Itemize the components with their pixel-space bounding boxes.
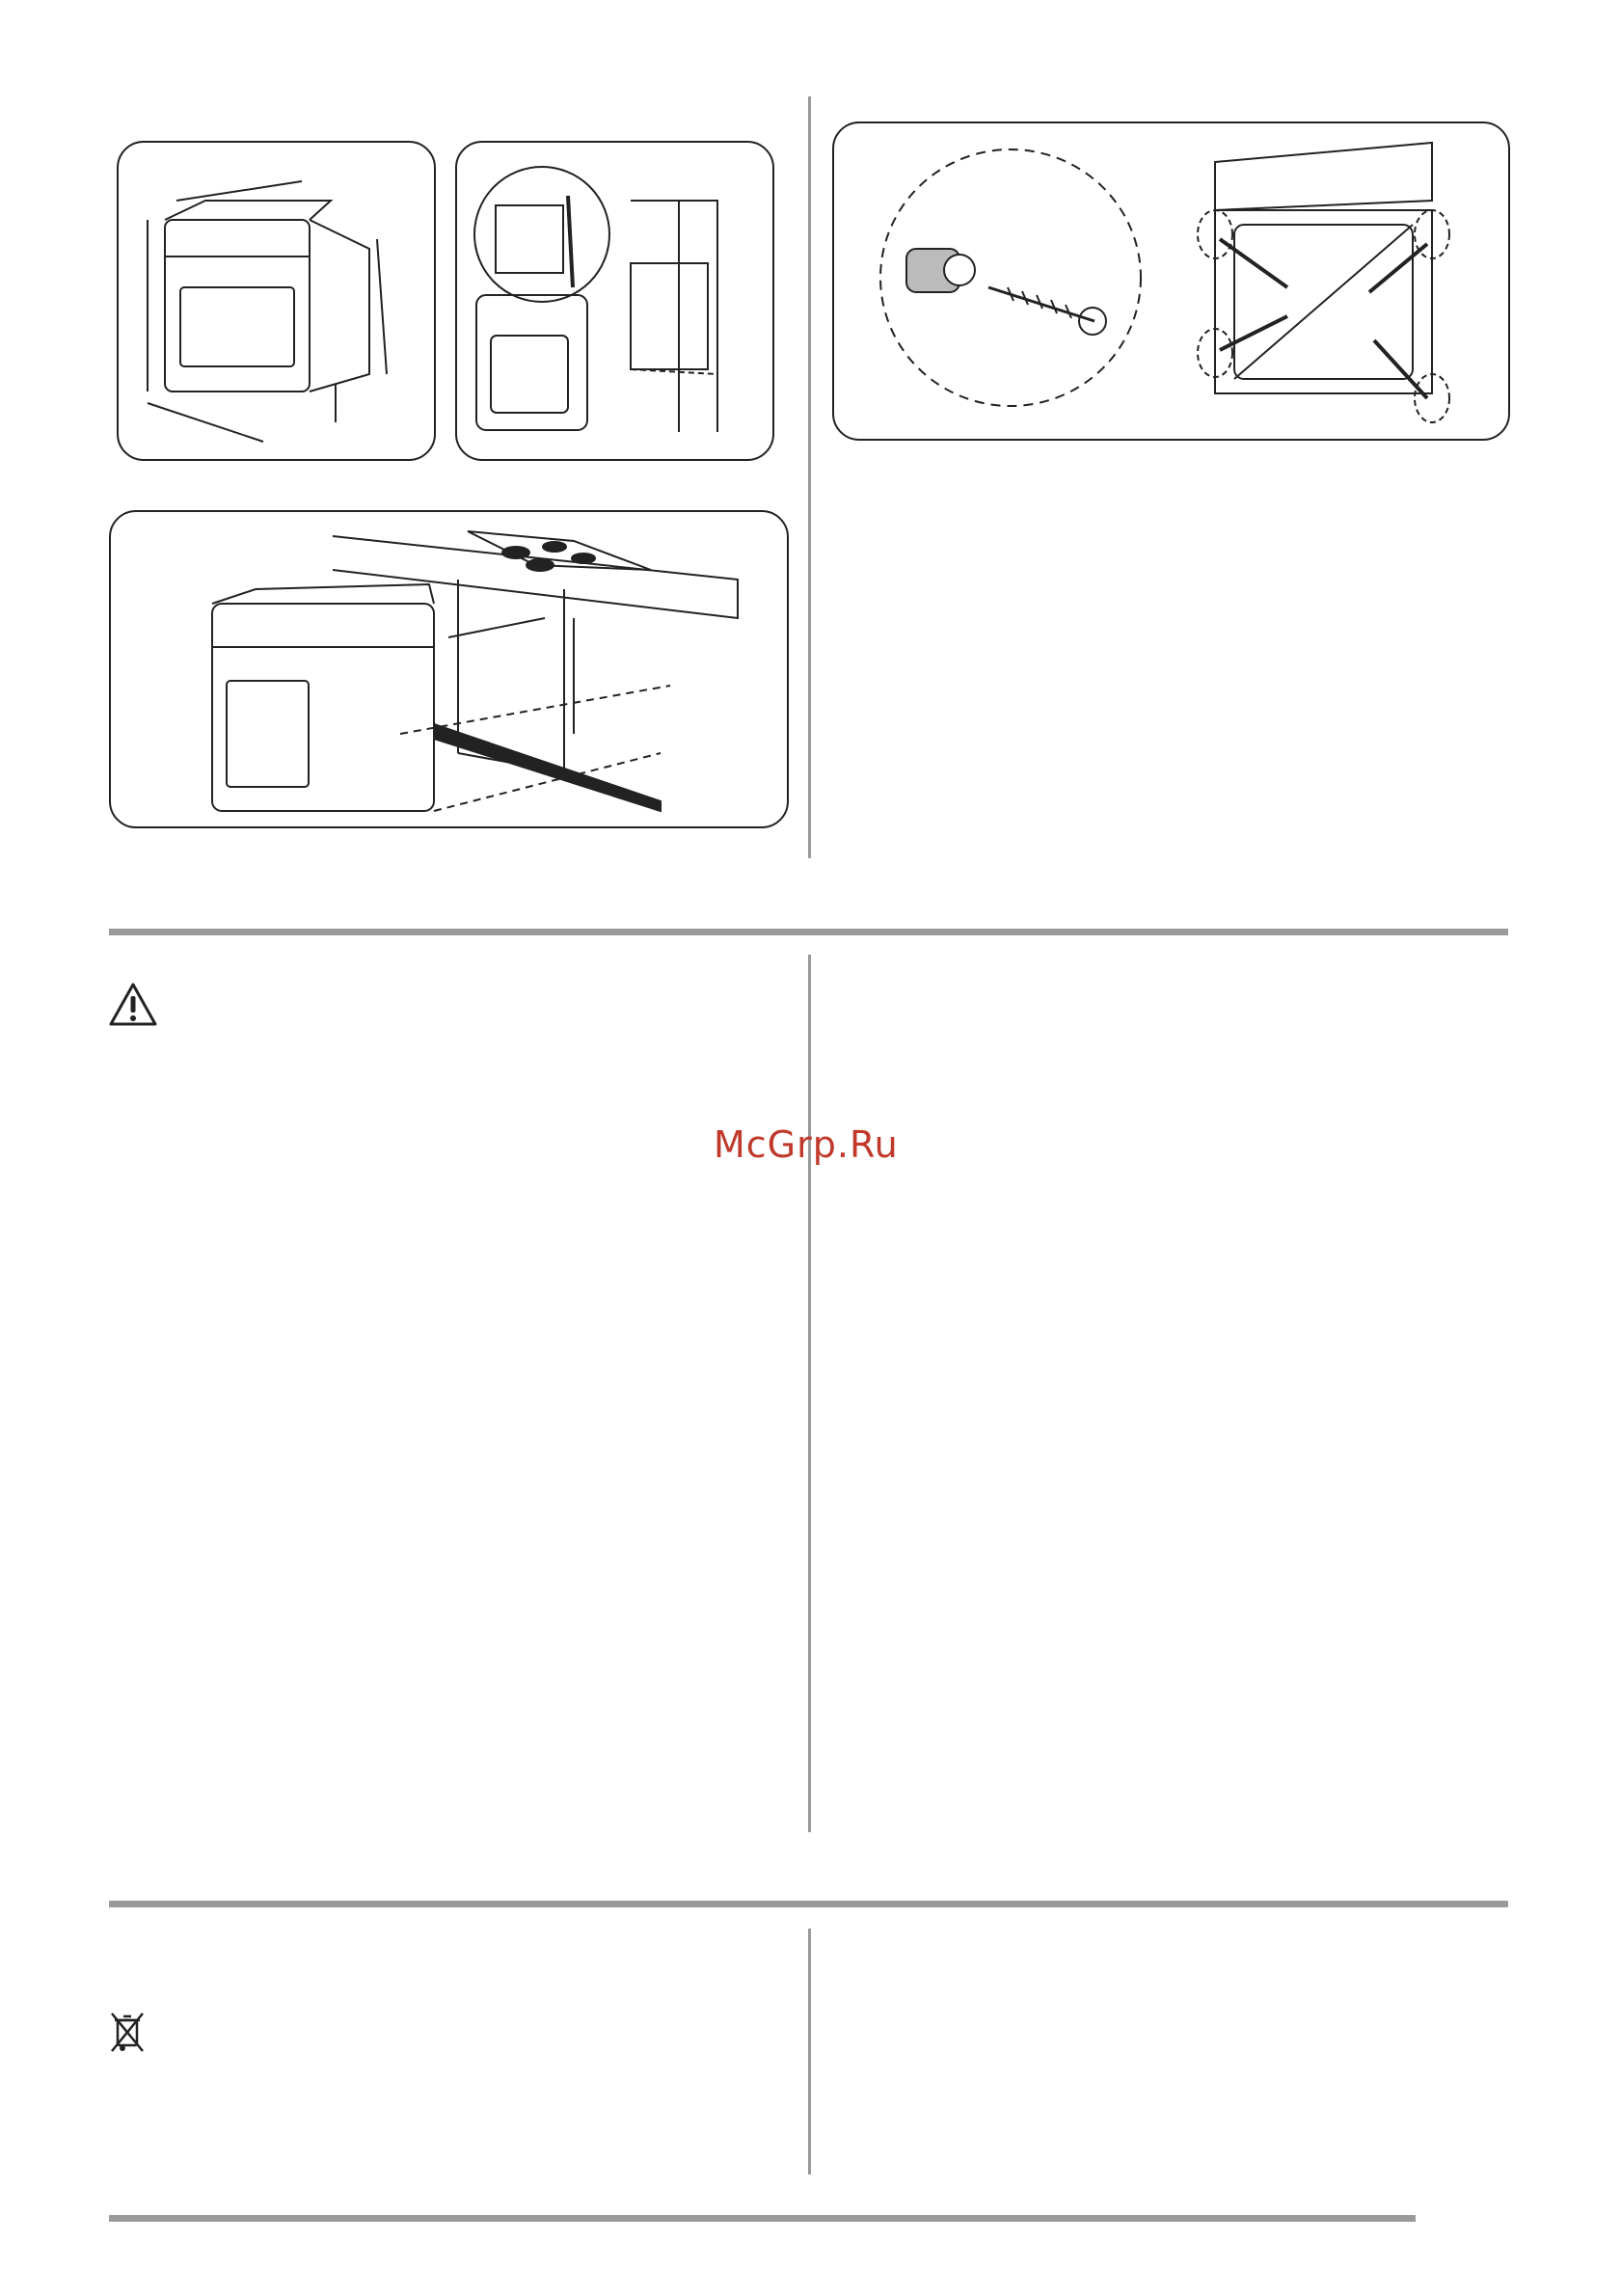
crossed-wheelie-bin-icon — [109, 2011, 146, 2059]
figure-cabinet-niche — [455, 141, 774, 461]
figure-oven-dimensions — [117, 141, 436, 461]
oven-fixing-drawing — [834, 123, 1510, 441]
figure-oven-fixing-screws — [832, 122, 1510, 441]
column-divider-bottom — [808, 1929, 811, 2174]
oven-under-hob-drawing — [111, 512, 789, 828]
figure-oven-under-hob — [109, 510, 789, 828]
cabinet-niche-drawing — [457, 143, 774, 461]
section-rule-footer — [109, 2215, 1416, 2222]
section-rule-1 — [109, 929, 1508, 935]
column-divider-top — [808, 96, 811, 858]
section-rule-2 — [109, 1901, 1508, 1907]
oven-dimensions-drawing — [119, 143, 436, 461]
warning-triangle-icon — [108, 982, 158, 1032]
watermark-text: McGrp.Ru — [714, 1123, 899, 1166]
column-divider-middle — [808, 955, 811, 1832]
